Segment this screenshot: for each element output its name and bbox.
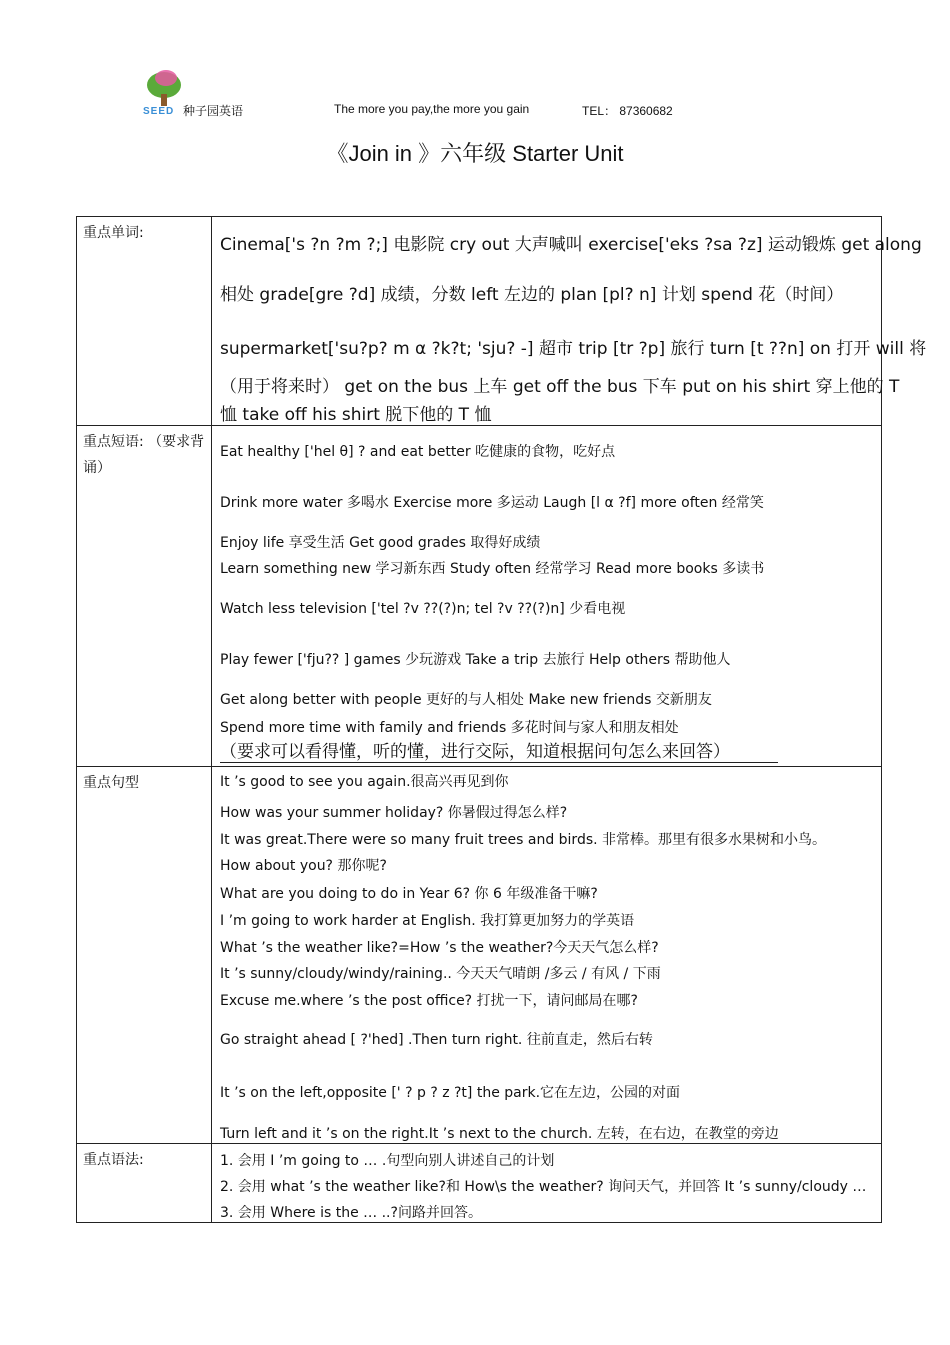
sentence-line: It ’s sunny/cloudy/windy/raining.. 今天天气晴朗 /多云 / 有风 / 下雨 <box>220 966 661 982</box>
phrases-label: 重点短语: （要求背诵） <box>77 426 212 767</box>
phrases-note: （要求可以看得懂，听的懂，进行交际，知道根据问句怎么来回答） <box>220 737 778 763</box>
sentence-line: It ’s good to see you again.很高兴再见到你 <box>220 774 509 790</box>
grammar-item: 3. 会用 Where is the … ..?问路并回答。 <box>220 1205 482 1221</box>
study-notes-table <box>76 216 927 1223</box>
telephone: TEL： 87360682 <box>582 104 673 118</box>
school-name: 种子园英语 <box>183 104 244 118</box>
vocab-line: supermarket['su?p? m α ?k?t; 'sju? -] 超市 trip [tr ?p] 旅行 turn [t ??n] on 打开 will 将 <box>220 339 927 359</box>
phrases-row <box>77 426 882 767</box>
phrase-line: Watch less television ['tel ?v ??(?)n; tel ?v ??(?)n] 少看电视 <box>220 601 626 617</box>
sentences-row <box>77 767 882 1144</box>
sentence-line: It ’s on the left,opposite [' ? p ? z ?t] the park.它在左边，公园的对面 <box>220 1085 681 1101</box>
sentence-line: It was great.There were so many fruit trees and birds. 非常棒。那里有很多水果树和小鸟。 <box>220 832 827 848</box>
vocab-line: 恤 take off his shirt 脱下他的 T 恤 <box>220 405 492 425</box>
grammar-item: 1. 会用 I ’m going to … .句型向别人讲述自己的计划 <box>220 1153 555 1169</box>
phrase-line: Learn something new 学习新东西 Study often 经常学习 Read more books 多读书 <box>220 561 765 577</box>
grammar-label: 重点语法: <box>77 1144 212 1223</box>
grammar-content <box>212 1144 882 1223</box>
sentence-line: Excuse me.where ’s the post office? 打扰一下，请问邮局在哪? <box>220 993 638 1009</box>
seed-logo-icon: SEED <box>143 70 185 120</box>
vocab-row <box>77 217 882 426</box>
vocab-line: Cinema['s ?n ?m ?;] 电影院 cry out 大声喊叫 exercise['eks ?sa ?z] 运动锻炼 get along <box>220 235 922 255</box>
slogan: The more you pay,the more you gain <box>334 102 530 116</box>
phrase-line: Enjoy life 享受生活 Get good grades 取得好成绩 <box>220 535 541 551</box>
sentences-label: 重点句型 <box>77 767 212 1144</box>
grammar-row <box>77 1144 882 1223</box>
sentence-line: What are you doing to do in Year 6? 你 6 年级准备干嘛? <box>220 886 598 902</box>
page-header <box>143 70 843 122</box>
phrase-line: Play fewer ['fju?? ] games 少玩游戏 Take a trip 去旅行 Help others 帮助他人 <box>220 652 731 668</box>
phrase-line: Get along better with people 更好的与人相处 Make new friends 交新朋友 <box>220 692 712 708</box>
vocab-line: 相处 grade[gre ?d] 成绩，分数 left 左边的 plan [pl? n] 计划 spend 花（时间） <box>220 285 844 305</box>
sentence-line: I ’m going to work harder at English. 我打算更加努力的学英语 <box>220 913 635 929</box>
vocab-content <box>212 217 927 426</box>
vocab-label: 重点单词: <box>77 217 212 426</box>
sentence-line: What ’s the weather like?=How ’s the weather?今天天气怎么样? <box>220 940 659 956</box>
phrase-line: Drink more water 多喝水 Exercise more 多运动 Laugh [l α ?f] more often 经常笑 <box>220 495 764 511</box>
document-title: 《Join in 》六年级 Starter Unit <box>326 141 624 166</box>
sentence-line: Go straight ahead [ ?'hed] .Then turn right. 往前直走，然后右转 <box>220 1032 653 1048</box>
grammar-item: 2. 会用 what ’s the weather like?和 How\s the weather? 询问天气，并回答 It ’s sunny/cloudy … <box>220 1179 867 1195</box>
sentence-line: How was your summer holiday? 你暑假过得怎么样? <box>220 805 568 821</box>
phrases-content <box>212 426 882 767</box>
vocab-line: （用于将来时） get on the bus 上车 get off the bus 下车 put on his shirt 穿上他的 T <box>220 377 900 397</box>
sentence-line: Turn left and it ’s on the right.It ’s next to the church. 左转，在右边，在教堂的旁边 <box>220 1126 779 1142</box>
phrase-line: Spend more time with family and friends 多花时间与家人和朋友相处 <box>220 720 679 736</box>
sentence-line: How about you? 那你呢? <box>220 858 387 874</box>
sentences-content <box>212 767 882 1144</box>
phrase-line: Eat healthy ['hel θ] ? and eat better 吃健康的食物，吃好点 <box>220 444 616 460</box>
